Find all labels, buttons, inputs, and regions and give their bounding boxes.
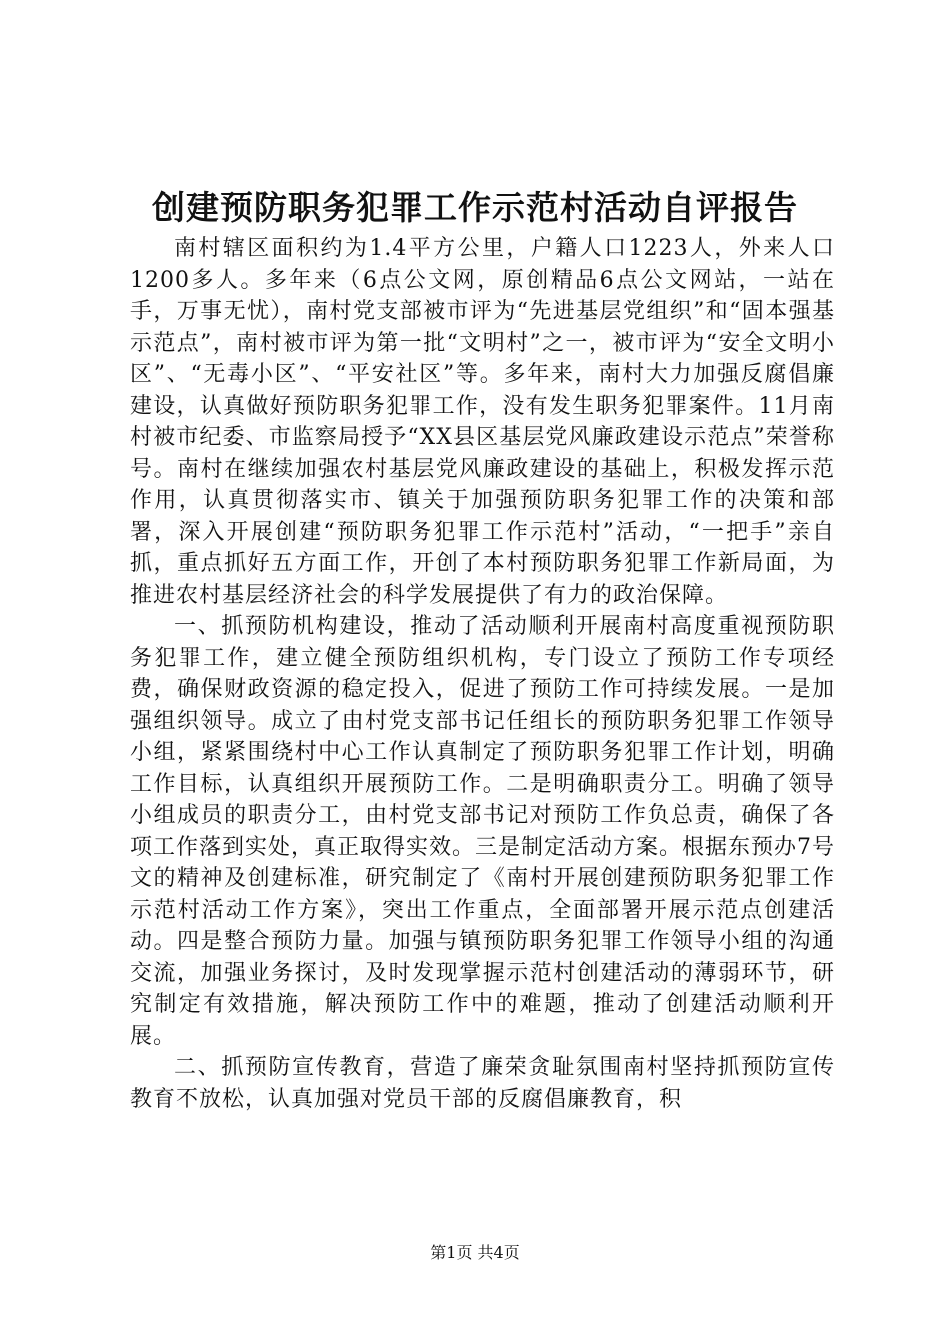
- document-body: [130, 233, 835, 1115]
- paragraph-intro: 南村辖区面积约为1.4平方公里，户籍人口1223人，外来人口1200多人。多年来（6点公文网，原创精品6点公文网站，一站在手，万事无忧），南村党支部被市评为“先进基层党组织”和“固本强基示范点”，南村被市评为第一批“文明村”之一，被市评为“安全文明小区”、“无毒小区”、“平安社区”等。多年来，南村大力加强反腐倡廉建设，认真做好预防职务犯罪工作，没有发生职务犯罪案件。11月南村被市纪委、市监察局授予“XX县区基层党风廉政建设示范点”荣誉称号。南村在继续加强农村基层党风廉政建设的基础上，积极发挥示范作用，认真贯彻落实市、镇关于加强预防职务犯罪工作的决策和部署，深入开展创建“预防职务犯罪工作示范村”活动，“一把手”亲自抓，重点抓好五方面工作，开创了本村预防职务犯罪工作新局面，为推进农村基层经济社会的科学发展提供了有力的政治保障。: [130, 236, 835, 608]
- page-number-footer: 第1页 共4页: [430, 1243, 520, 1262]
- paragraph-section-2: 二、抓预防宣传教育，营造了廉荣贪耻氛围南村坚持抓预防宣传教育不放松，认真加强对党员干部的反腐倡廉教育，积: [130, 1055, 835, 1112]
- paragraph-section-1: 一、抓预防机构建设，推动了活动顺利开展南村高度重视预防职务犯罪工作，建立健全预防组织机构，专门设立了预防工作专项经费，确保财政资源的稳定投入，促进了预防工作可持续发展。一是加强组织领导。成立了由村党支部书记任组长的预防职务犯罪工作领导小组，紧紧围绕村中心工作认真制定了预防职务犯罪工作计划，明确工作目标，认真组织开展预防工作。二是明确职责分工。明确了领导小组成员的职责分工，由村党支部书记对预防工作负总责，确保了各项工作落到实处，真正取得实效。三是制定活动方案。根据东预办7号文的精神及创建标准，研究制定了《南村开展创建预防职务犯罪工作示范村活动工作方案》，突出工作重点，全面部署开展示范点创建活动。四是整合预防力量。加强与镇预防职务犯罪工作领导小组的沟通交流，加强业务探讨，及时发现掌握示范村创建活动的薄弱环节，研究制定有效措施，解决预防工作中的难题，推动了创建活动顺利开展。: [130, 614, 835, 1049]
- document-title: 创建预防职务犯罪工作示范村活动自评报告: [152, 188, 798, 227]
